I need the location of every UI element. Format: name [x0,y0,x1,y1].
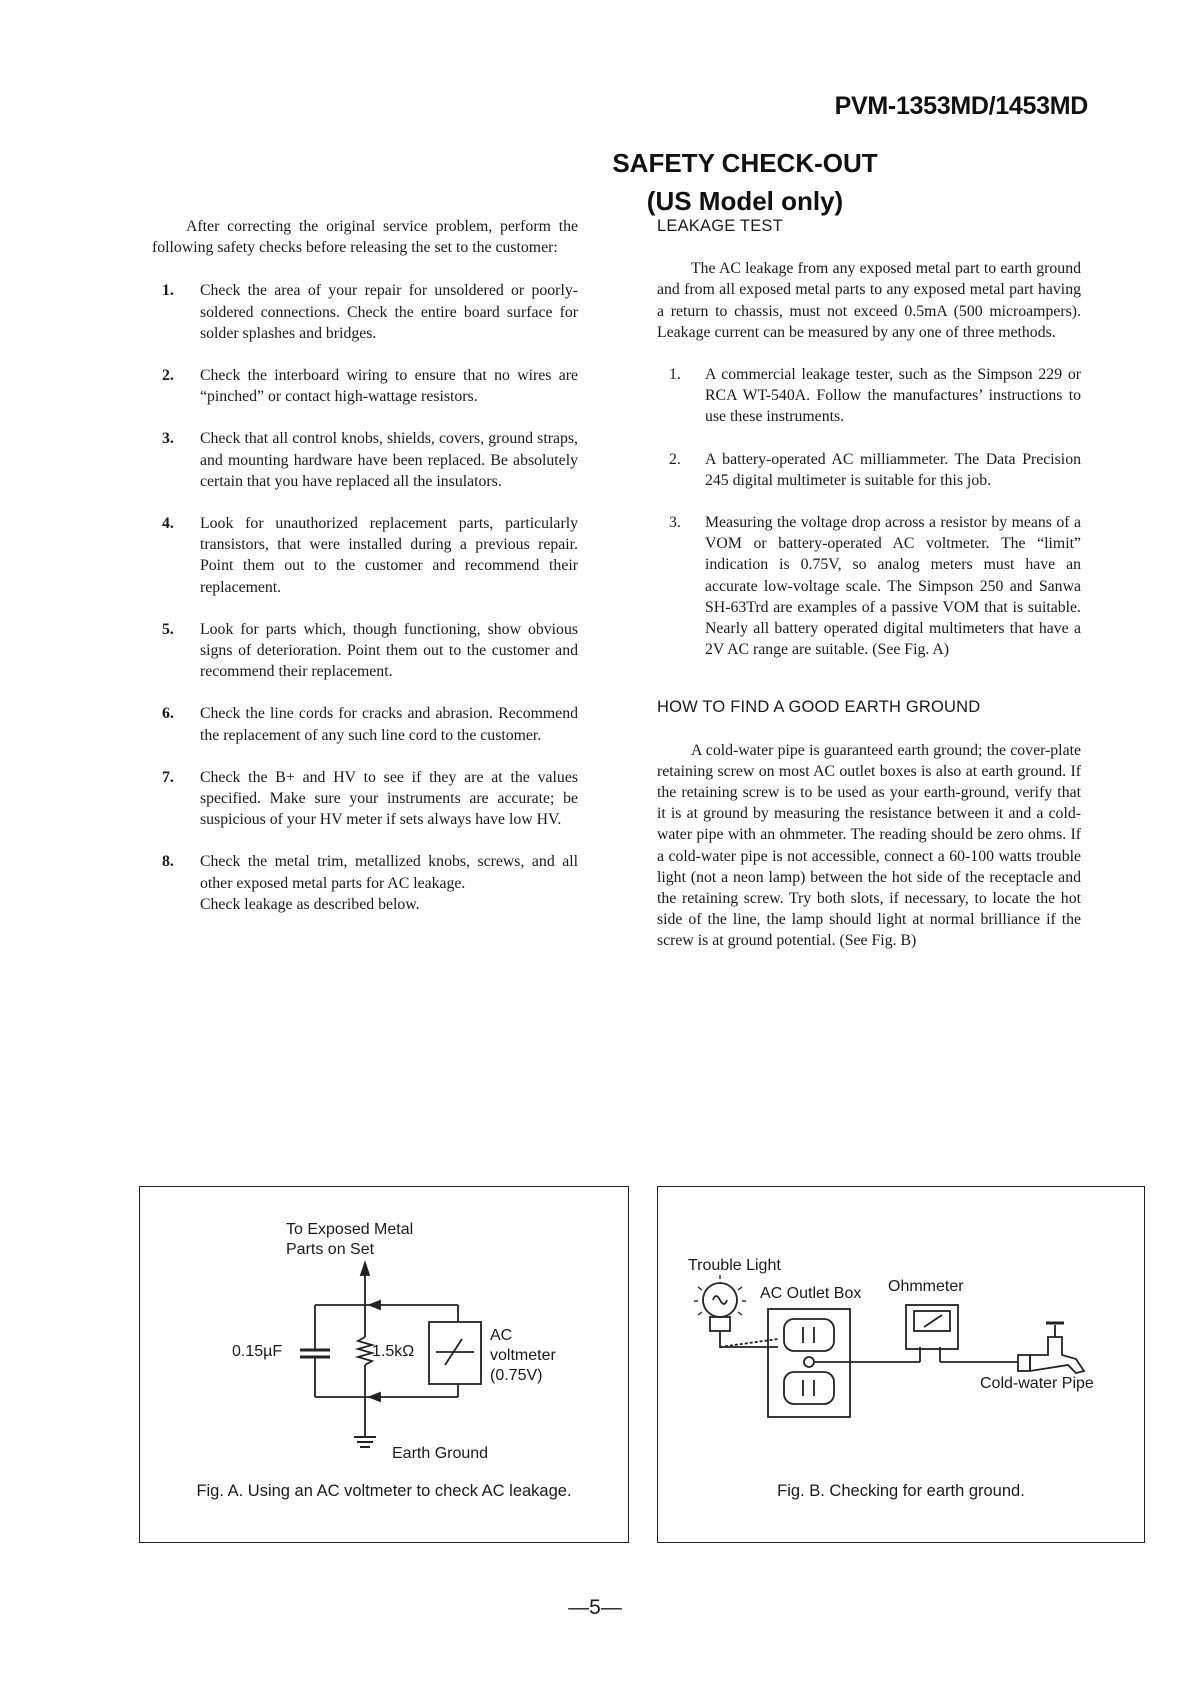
cold-water-pipe-label: Cold-water Pipe [980,1375,1094,1392]
item-text: Look for parts which, though functioning, show obvious signs of deterioration. Point them out to the customer and recommend their replacement. [200,620,578,681]
checklist-item [152,703,578,745]
item-text: Check the B+ and HV to see if they are at the values specified. Make sure your instruments are accurate; be suspicious of your HV meter if sets always have low HV. [200,768,578,829]
method-text: A battery-operated AC milliammeter. The Data Precision 245 digital multimeter is suitable for this job. [705,450,1081,489]
outlet-box [768,1309,850,1417]
page-title: SAFETY CHECK-OUT [612,148,878,178]
method-item [657,512,1081,660]
item-number: 7. [162,768,174,786]
screw-icon [804,1357,814,1367]
leakage-heading: LEAKAGE TEST [657,217,783,235]
figure-b [657,1186,1145,1543]
voltmeter-label-1: AC [490,1327,513,1344]
light-rays [694,1275,746,1315]
leakage-intro: The AC leakage from any exposed metal part to earth ground and from all exposed metal parts to any exposed metal part having a return to chassis, must not exceed 0.5mA (500 microampers). Leakage current can be measured by any one of three methods. [657,260,1081,341]
method-item [657,449,1081,491]
method-number: 1. [669,366,681,384]
earth-ground-label: Earth Ground [392,1445,489,1462]
safety-checklist-column [152,216,578,936]
item-number: 4. [162,515,174,533]
safety-checklist [152,280,578,915]
figure-a [139,1186,629,1543]
checklist-item [152,513,578,598]
method-text: A commercial leakage tester, such as the Simpson 229 or RCA WT-540A. Follow the manufactures’ instructions to use these instruments. [705,366,1081,426]
earth-ground-text: A cold-water pipe is guaranteed earth ground; the cover-plate retaining screw on most AC outlet boxes is also at earth ground. If the retaining screw is to be used as your earth-ground, verify that it is at ground by measuring the resistance between it and a cold-water pipe with an ohmmeter. The reading should be zero ohms. If a cold-water pipe is not accessible, connect a 60-100 watts trouble light (not a neon lamp) between the hot side of the receptacle and the retaining screw. Try both slots, if necessary, to locate the hot side of the line, the lamp should light at normal brilliance if the screw is at ground potential. (See Fig. B) [657,741,1081,950]
item-text: Check the interboard wiring to ensure that no wires are “pinched” or contact high-wattage resistors. [200,367,578,406]
resistor-label: 1.5kΩ [372,1343,415,1360]
fig-a-label-top-1: To Exposed Metal [286,1221,414,1238]
item-extra-text: Check leakage as described below. [200,895,420,913]
item-text: Check that all control knobs, shields, covers, ground straps, and mounting hardware have been replaced. Be absolutely certain that you have replaced all the insulators. [200,430,578,490]
page-subtitle: (US Model only) [646,186,844,216]
checklist-item [152,619,578,683]
voltmeter-box [429,1322,481,1384]
item-number: 8. [162,853,174,871]
item-number: 2. [162,367,174,385]
outlet-box-label: AC Outlet Box [760,1285,862,1302]
voltmeter-label-3: (0.75V) [490,1367,543,1384]
capacitor-label: 0.15µF [232,1343,283,1360]
leakage-test-column [657,216,1081,952]
arrow-up-icon [361,1263,369,1275]
method-number: 3. [669,514,681,532]
method-item [657,364,1081,428]
faucet-icon [1030,1337,1084,1373]
trouble-light-label: Trouble Light [688,1257,781,1274]
earth-ground-heading: HOW TO FIND A GOOD EARTH GROUND [657,698,981,717]
checklist-item [152,280,578,344]
intro-paragraph: After correcting the original service problem, perform the following safety checks before releasing the set to the customer: [152,218,578,257]
arrow-left-icon [370,1393,380,1401]
item-text: Check the line cords for cracks and abrasion. Recommend the replacement of any such line cord to the customer. [200,705,578,744]
checklist-item [152,767,578,831]
item-number: 6. [162,705,174,723]
arrow-left-icon [370,1301,380,1309]
item-number: 1. [162,282,174,300]
item-number: 5. [162,620,174,638]
resistor-zigzag [358,1337,372,1365]
outlet-upper [784,1319,834,1351]
item-text: Look for unauthorized replacement parts, particularly transistors, that were installed during a previous repair. Point them out to the customer and recommend their replacement. [200,515,578,596]
checklist-item [152,428,578,492]
ohmmeter-label: Ohmmeter [888,1278,964,1295]
item-text: Check the area of your repair for unsoldered or poorly-soldered connections. Check the entire board surface for solder splashes and bridges. [200,282,578,342]
leakage-methods [657,364,1081,660]
figure-b-caption: Fig. B. Checking for earth ground. [777,1482,1025,1500]
page-number: —5— [568,1596,622,1619]
outlet-lower [784,1372,834,1404]
checklist-item [152,365,578,407]
checklist-item [152,851,578,915]
figure-a-caption: Fig. A. Using an AC voltmeter to check AC leakage. [196,1482,572,1500]
item-number: 3. [162,430,174,448]
method-number: 2. [669,450,681,468]
pipe-clamp [1018,1355,1030,1371]
model-number: PVM-1353MD/1453MD [834,92,1088,120]
voltmeter-label-2: voltmeter [490,1347,556,1364]
method-text: Measuring the voltage drop across a resistor by means of a VOM or battery-operated AC voltmeter. The “limit” indication is 0.75V, so analog meters must have an accurate low-voltage scale. The Simpson 250 and Sanwa SH-63Trd are examples of a passive VOM that is suitable. Nearly all battery operated digital multimeters that have a 2V AC range are suitable. (See Fig. A) [705,514,1081,659]
ohmmeter-needle [924,1315,942,1327]
fig-a-label-top-2: Parts on Set [286,1241,375,1258]
item-text: Check the metal trim, metallized knobs, screws, and all other exposed metal parts for AC leakage. [200,853,578,892]
